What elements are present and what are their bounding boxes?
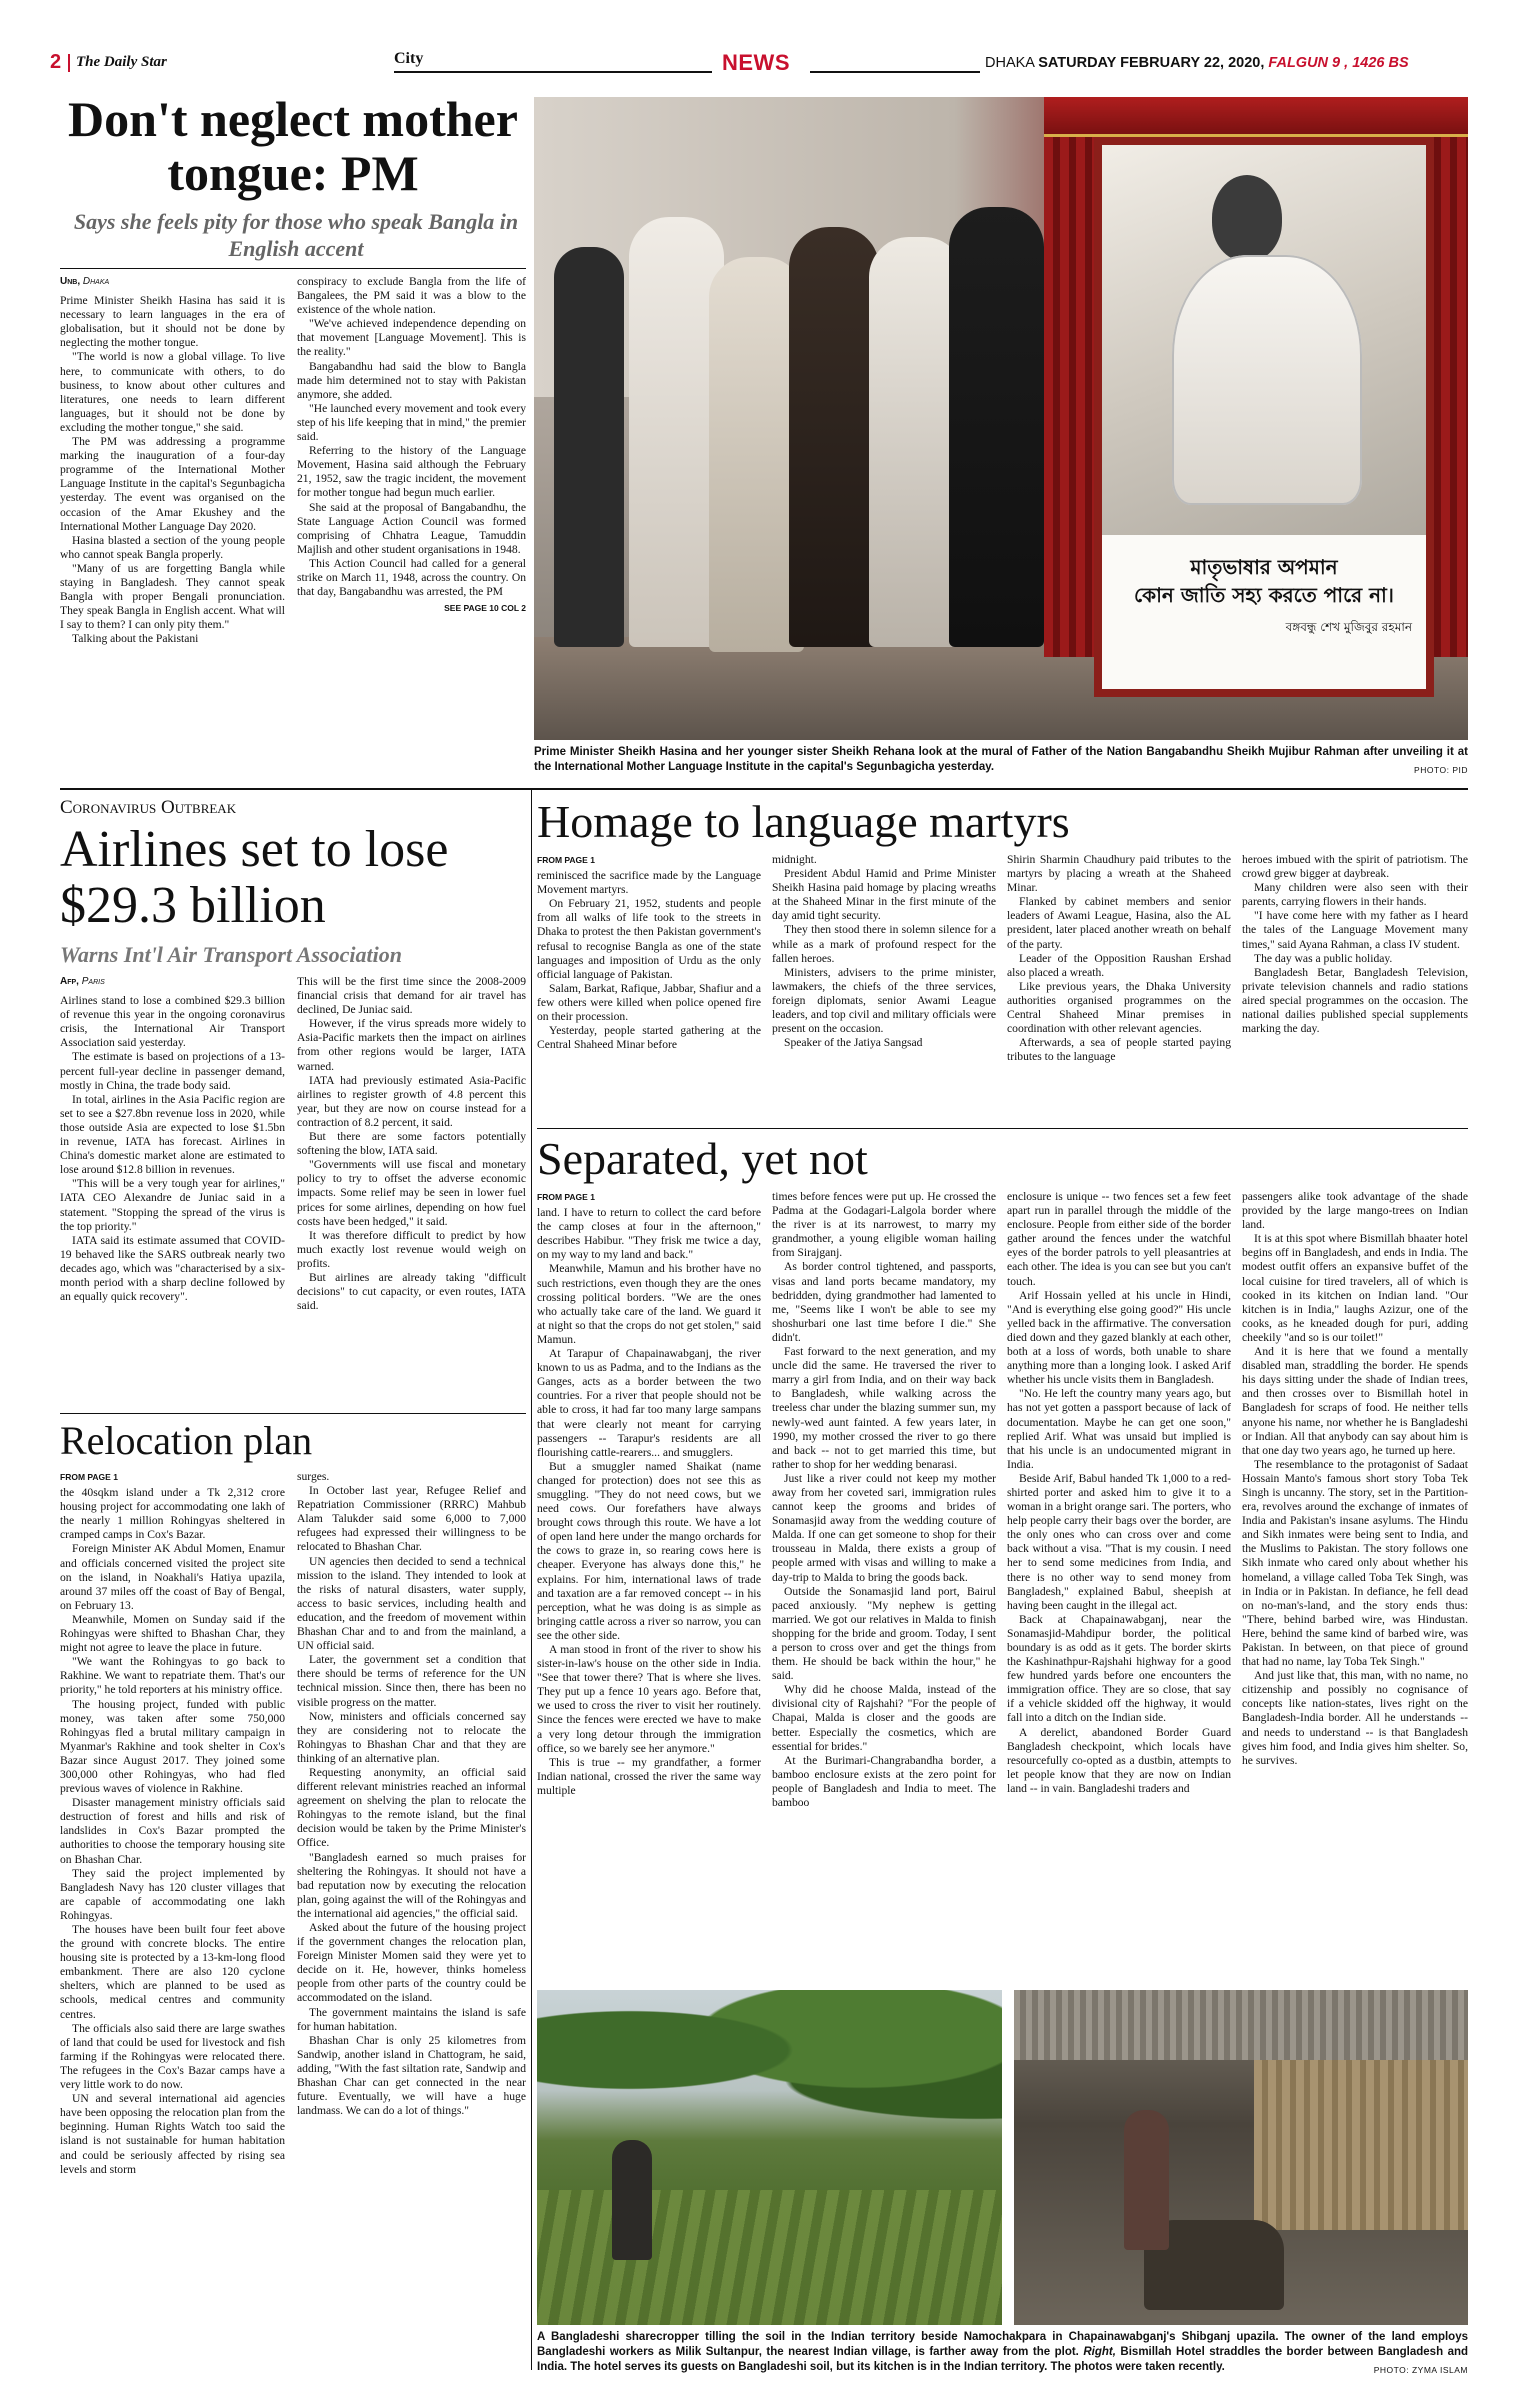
paragraph: In total, airlines in the Asia Pacific region are set to see a $27.8bn revenue loss in 2020, while those outside Asia are expected to lose $1.5bn in revenue, IATA has forecast. Airlines in China's domestic market alone are estimated to lose around $12.8 billion in revenues. — [60, 1092, 285, 1177]
paragraph: "This will be a very tough year for airlines," IATA CEO Alexandre de Juniac said in a statement. "Stopping the spread of the virus is the top priority." — [60, 1177, 285, 1233]
paragraph: UN and several international aid agencies have been opposing the relocation plan from the beginning. Human Rights Watch too said the island is not sustainable for human habitation and could be seriously affected by rising sea levels and storm — [60, 2092, 285, 2176]
paragraph: The officials also said there are large swathes of land that could be used for livestock and fish farming if the Rohingyas were relocated there. The refugees in the Cox's Bazar camps have a very little work to do now. — [60, 2021, 285, 2092]
airlines-column-1 — [60, 975, 285, 1415]
paragraph: Bangabandhu had said the blow to Bangla made him determined not to stay with Pakistan anymore, she added. — [297, 359, 526, 401]
section-divider — [60, 788, 1468, 790]
paragraph: Just like a river could not keep my mother away from her coveted sari, immigration rules cannot keep the grooms and brides of Sonamasjid away from the wedding couture of Malda. If one can get someone to shop for their trousseau in Malda, there exists a group of people armed with visas and willing to make a day-trip to Malda to bring the goods back. — [772, 1471, 996, 1584]
paragraph: Prime Minister Sheikh Hasina has said it is necessary to learn languages in the era of globalisation, but it should not be done by neglecting the mother tongue. — [60, 294, 285, 350]
section-name: City — [394, 50, 424, 67]
dateline-bangla-date: FALGUN 9 , 1426 BS — [1268, 55, 1409, 71]
airlines-byline-org: Afp, — [60, 976, 79, 987]
paragraph: "We've achieved independence depending on that movement [Language Movement]. This is the reality." — [297, 317, 526, 359]
paragraph: They then stood there in solemn silence for a while as a mark of profound respect for the fallen heroes. — [772, 923, 996, 965]
homage-column-3 — [1007, 853, 1231, 1143]
paragraph: IATA had previously estimated Asia-Pacific airlines to register growth of 4.8 percent this year, but they are now on course instead for a contraction of 8.2 percent, it said. — [297, 1073, 526, 1129]
paragraph: Shirin Sharmin Chaudhury paid tributes to the martyrs by placing a wreath at the Shaheed Minar. — [1007, 853, 1231, 895]
paragraph: Hasina blasted a section of the young people who cannot speak Bangla properly. — [60, 533, 285, 561]
separated-column-4 — [1242, 1190, 1468, 1970]
paragraph: However, if the virus spreads more widely to Asia-Pacific markets then the impact on airlines from other regions would be larger, IATA warned. — [297, 1017, 526, 1073]
paragraph: Bangladesh Betar, Bangladesh Television, private television channels and radio stations aired special programmes on the occasion. The national dailies published special supplements marking the day. — [1242, 965, 1468, 1036]
homage-column-4 — [1242, 853, 1468, 1143]
paragraph: Many children were also seen with their parents, carrying flowers in their hands. — [1242, 881, 1468, 909]
paragraph: passengers alike took advantage of the shade provided by the large mango-trees on Indian land. — [1242, 1190, 1468, 1232]
separated-column-2 — [772, 1190, 996, 1970]
person-figure — [949, 207, 1044, 647]
paragraph: Speaker of the Jatiya Sangsad — [784, 1036, 923, 1050]
mural-quote-line-1: মাতৃভাষার অপমান — [1190, 555, 1338, 579]
paragraph: The housing project, funded with public money, was taken after some 750,000 Rohingyas fled a brutal military campaign in Myanmar's Rakhine and took shelter in Cox's Bazar since August 2017. They joined some 300,000 other Rohingyas, who had fled previous waves of violence in Rakhine. — [60, 1697, 285, 1796]
paragraph: "He launched every movement and took every step of his life keeping that in mind," the premier said. — [297, 401, 526, 444]
paragraph: IATA said its estimate assumed that COVID-19 behaved like the SARS outbreak nearly two decades ago, which was "characterised by a six-month period with a sharp decline followed by an equally quick recovery". — [60, 1233, 285, 1304]
relocation-headline: Relocation plan — [60, 1418, 313, 1463]
separated-photo-caption-a: A Bangladeshi sharecropper tilling the soil in the Indian territory beside Namochakpara in Chapainawabganj's Shibganj upazila. The owner of the land employs Bangladeshi workers as Milik Sultanpur, the nearest Indian village, is farther away from the plot. — [537, 2331, 1468, 2358]
paragraph: The houses have been built four feet above the ground with concrete blocks. The entire housing site is protected by a 13-km-long flood embankment. There are also 120 cyclone shelters, which are planned to be used as schools, medical centres and community centres. — [60, 1923, 285, 2021]
paragraph: "No. He left the country many years ago, but has not yet gotten a passport because of lack of documentation. Maybe he can get one soon," replied Arif. What was unsaid but implied is that his uncle is an undocumented migrant in India. — [1007, 1387, 1231, 1471]
paragraph: The estimate is based on projections of a 13-percent full-year decline in passenger demand, mostly in China, the trade body said. — [60, 1050, 285, 1092]
paragraph: land. I have to return to collect the card before the camp closes at four in the afternoon," describes Habibur. "They frisk me twice a day, on my way to my land and back." — [537, 1206, 761, 1262]
paragraph: Ministers, advisers to the prime minister, lawmakers, the chiefs of the three services, foreign diplomats, senior Awami League leaders, and top civil and military officials were present on the occasion. — [772, 965, 996, 1036]
person-figure — [789, 227, 879, 647]
lead-subhead: Says she feels pity for those who speak Bangla in English accent — [73, 209, 519, 261]
paragraph: At the Burimari-Changrabandha border, a bamboo enclosure exists at the zero point for people of Bangladesh and India to meet. The bamboo — [772, 1753, 996, 1810]
separated-column-3 — [1007, 1190, 1231, 1970]
paragraph: enclosure is unique -- two fences set a few feet apart run in parallel through the middle of the enclosure. People from either side of the border gather around the fences under the watchful eyes of the border patrols to yell pleasantries at each other. The idea is you can see but you can't touch. — [1007, 1190, 1231, 1288]
masthead-rule-left — [394, 71, 712, 73]
mural-portrait-head — [1212, 175, 1282, 261]
paragraph: "Bangladesh earned so much praises for sheltering the Rohingyas. It should not have a bad reputation now by executing the relocation plan, going against the will of the Rohingyas and the international aid agencies," the official said. — [297, 1850, 526, 1920]
paragraph: As border control tightened, and passports, visas and land ports became mandatory, my bedridden, dying grandmother had lamented to me, "Seems like I won't be able to see my shoshurbari one last time before I die." She didn't. — [772, 1260, 996, 1344]
lead-subhead-rule — [60, 268, 526, 269]
paragraph: Like previous years, the Dhaka University authorities organised programmes on the Central Shaheed Minar premises in coordination with other relevant agencies. — [1007, 979, 1231, 1036]
paragraph: conspiracy to exclude Bangla from the life of Bangalees, the PM said it was a blow to the existence of the whole nation. — [297, 275, 526, 317]
airlines-byline-place: Paris — [81, 976, 105, 987]
paragraph: "I have come here with my father as I heard the tales of the Language Movement many times," said Ayana Rahman, a class IV student. — [1242, 909, 1468, 951]
paragraph: "We want the Rohingyas to go back to Rakhine. We want to repatriate them. That's our priority," he told reporters at his ministry office. — [60, 1655, 285, 1697]
paragraph: This Action Council had called for a general strike on March 11, 1948, across the country. On that day, Bangabandhu was arrested, the PM — [297, 556, 526, 599]
paragraph: And just like that, this man, with no name, no citizenship and possibly no cognisance of concepts like nation-states, lives right on the Bangladesh-India border. All he understands -- and needs to understand -- is that Bangladesh gives him food, and India gives him shelter. So, he survives. — [1242, 1669, 1468, 1767]
see-page-reference: SEE PAGE 10 COL 2 — [444, 603, 526, 614]
lead-byline-place: Dhaka — [82, 276, 110, 287]
mural-frame — [1094, 137, 1434, 697]
lead-headline: Don't neglect mother tongue: PM — [68, 91, 518, 201]
paragraph: At Tarapur of Chapainawabganj, the river known to us as Padma, and to the Indians as the Ganges, acts as a border between the two countries. For a river that people should not be able to cross, it had far too many large sampans that were clearly not meant for carrying passengers -- Tarapur's residents are all flourishing cattle-rearers... and smugglers. — [537, 1347, 761, 1459]
person-figure — [554, 247, 624, 647]
lead-byline — [60, 275, 285, 289]
paragraph: Outside the Sonamasjid land port, Bairul paced anxiously. "My nephew is getting married. We got our relatives in Malda to finish shopping for the bride and groom. Today, I sent a person to cross over and get the things from them. He should be back within the hour," he said. — [772, 1584, 996, 1683]
paragraph: Now, ministers and officials concerned say they are considering not to relocate the Rohingyas to Bhashan Char and that they are thinking of an alternative plan. — [297, 1709, 526, 1765]
paragraph: Asked about the future of the housing project if the government changes the relocation plan, Foreign Minister Momen said they were yet to decide on it. He, however, thinks homeless people from other parts of the country could be accommodated on the island. — [297, 1921, 526, 2005]
dateline — [985, 55, 1409, 71]
mural-quote-panel — [1102, 535, 1426, 689]
paragraph: But a smuggler named Shaikat (name changed for protection) does not see this as smuggling. "They do not need cows, but we need cows. Our forefathers have always brought cows through this route. We have a lot of open land here under the mango orchards for the cows to graze in, so rearing cows here is cheaper. Everyone has always done this," he explains. For him, international laws of trade and taxation are a far removed concept -- in his perception, what he was doing is as simple as bringing cattle across a river so narrow, you can see the other side. — [537, 1459, 761, 1642]
lead-column-1 — [60, 275, 285, 775]
lead-byline-org: Unb, — [60, 276, 81, 287]
homage-column-2 — [772, 853, 996, 1143]
from-page-label: FROM PAGE 1 — [537, 855, 595, 865]
from-page-label: FROM PAGE 1 — [60, 1472, 118, 1482]
homage-column-1 — [537, 853, 761, 1143]
paragraph: Referring to the history of the Language Movement, Hasina said although the February 21, 1952, saw the tragic incident, the movement for mother tongue had begun much earlier. — [297, 444, 526, 500]
sharecropper-photo — [537, 1990, 1002, 2325]
lead-photo-caption-text: Prime Minister Sheikh Hasina and her younger sister Sheikh Rehana look at the mural of Father of the Nation Bangabandhu Sheikh Mujibur Rahman after unveiling it at the International Mother Language Institute in the capital's Segunbagicha yesterday. — [534, 746, 1468, 773]
bismillah-hotel-photo — [1014, 1990, 1468, 2325]
paragraph: the 40sqkm island under a Tk 2,312 crore housing project for accommodating one lakh of the nearly 1 million Rohingyas sheltered in cramped camps in Cox's Bazar. — [60, 1486, 285, 1542]
paper-name: The Daily Star — [76, 54, 167, 70]
separated-photo-caption — [537, 2330, 1469, 2375]
section-divider — [537, 1128, 1468, 1129]
lead-photo-caption — [534, 745, 1468, 783]
paragraph: "Governments will use fiscal and monetary policy to try to offset the adverse economic impacts. Some relief may be seen in lower fuel prices for some airlines, depending on how fuel costs have been hedged," it said. — [297, 1158, 526, 1228]
paragraph: "The world is now a global village. To live here, to communicate with others, to do business, to know about other cultures and literatures, one needs to learn different languages, but it should not be done by excluding the mother tongue," she said. — [60, 350, 285, 434]
paragraph: It is at this spot where Bismillah bhaater hotel begins off in Bangladesh, and ends in India. The modest outfit offers an expansive buffet of the local cuisine for tired travelers, all of which is cooked in its kitchen on Indian land. "Our kitchen is in India," laughs Azizur, one of the cooks, as he kneaded dough for puri, adding cheekily "and so is our toilet!" — [1242, 1232, 1468, 1344]
separated-headline: Separated, yet not — [537, 1133, 868, 1184]
homage-headline: Homage to language martyrs — [537, 796, 1070, 847]
curtain-valance — [1044, 97, 1468, 137]
paragraph: This will be the first time since the 2008-2009 financial crisis that demand for air travel has declined, De Juniac said. — [297, 975, 526, 1017]
paragraph: The government maintains the island is safe for human habitation. — [297, 2005, 526, 2033]
paragraph: Back at Chapainawabganj, near the Sonamasjid-Mahdipur border, the political boundary is as odd as it gets. The border skirts the Kashinathpur-Rajshahi highway for a good few hundred yards before one encounters the immigration office. They are so close, that say if a vehicle skidded off the highway, it would fall into a ditch on the Indian side. — [1007, 1612, 1231, 1725]
masthead — [0, 0, 1527, 80]
dateline-date: SATURDAY FEBRUARY 22, 2020, — [1038, 55, 1265, 71]
bamboo-wall — [1254, 2060, 1468, 2230]
paragraph: Meanwhile, Momen on Sunday said if the Rohingyas were shifted to Bhashan Char, they might not agree to leave the place in future. — [60, 1612, 285, 1655]
paragraph: The PM was addressing a programme marking the inauguration of a four-day programme of the International Mother Language Institute in the capital's Segunbagicha yesterday. The event was organised on the occasion of the Amar Ekushey and the International Mother Language Day 2020. — [60, 435, 285, 533]
airlines-headline: Airlines set to lose $29.3 billion — [60, 821, 449, 934]
airlines-kicker: Coronavirus Outbreak — [60, 797, 237, 818]
paragraph: Fast forward to the next generation, and my uncle did the same. He traversed the river to marry a girl from India, and on their way back to Bangladesh, while walking across the treeless char under the blazing summer sun, my newly-wed aunt fainted. A few years later, in 1990, my mother crossed the river to go there and back -- not to get married this time, but rather to shop for her wedding benarasi. — [772, 1345, 996, 1471]
lead-column-2 — [297, 275, 526, 775]
tree-canopy — [537, 1990, 1002, 2140]
paragraph: reminisced the sacrifice made by the Language Movement martyrs. — [537, 869, 761, 897]
paragraph: Talking about the Pakistani — [72, 632, 199, 646]
paragraph: Why did he choose Malda, instead of the divisional city of Rajshahi? "For the people of Chapai, Malda is closer and the goods are better. Especially the cosmetics, which are essential for brides." — [772, 1683, 996, 1753]
paragraph: The resemblance to the protagonist of Sadaat Hossain Manto's famous short story Toba Tek Singh is uncanny. The story, set in the Partition-era, revolves around the exchange of inmates of India and Pakistan's insane asylums. The Hindu and Sikh inmates were being sent to India, and the Muslims to Pakistan. The story follows one Sikh inmate who cared only about whether his homeland, a village called Toba Tek Singh, was in India or in Pakistan. In defiance, he fell dead on no-man's-land, and the story ends thus: "There, behind barbed wire, was Hindustan. Here, behind the same kind of barbed wire, was Pakistan. In between, on that piece of ground that had no name, lay Toba Tek Singh." — [1242, 1457, 1468, 1669]
column-divider — [531, 790, 532, 2370]
paragraph: She said at the proposal of Bangabandhu, the State Language Action Council was formed comprising of Chhatra League, Tamuddin Majlish and other student organisations in 1948. — [297, 500, 526, 556]
paragraph: Yesterday, people started gathering at the Central Shaheed Minar before — [537, 1024, 761, 1052]
airlines-subhead: Warns Int'l Air Transport Association — [60, 942, 402, 967]
paragraph: It was therefore difficult to predict by how much exactly lost revenue would weigh on profits. — [297, 1228, 526, 1270]
section-divider — [60, 1413, 526, 1414]
separated-photo-caption-b: Bismillah Hotel straddles the border between Bangladesh and India. The hotel serves its guests on Bangladeshi soil, but its kitchen is in the Indian territory. The photos were taken recently. — [537, 2346, 1469, 2373]
cook-figure — [1124, 2110, 1169, 2250]
paragraph: Flanked by cabinet members and senior leaders of Awami League, Hasina, also the AL president, later placed another wreath on behalf of the party. — [1007, 895, 1231, 951]
paragraph: And it is here that we found a mentally disabled man, straddling the border. He spends his days sitting under the shade of Indian trees, and then crosses over to Bismillah hotel in Bangladesh for scraps of food. He neither tells anyone his name, nor whether he is Bangladeshi or Indian. All that anybody can say about him is that one day two years ago, he turned up here. — [1242, 1345, 1468, 1457]
field-rows — [537, 2190, 1002, 2325]
from-page-label: FROM PAGE 1 — [537, 1192, 595, 1202]
paragraph: In October last year, Refugee Relief and Repatriation Commissioner (RRRC) Mahbub Alam Talukder said some 6,000 to 7,000 refugees had expressed their willingness to be relocated to Bhashan Char. — [297, 1484, 526, 1554]
mural-signature: বঙ্গবন্ধু শেখ মুজিবুর রহমান — [1285, 620, 1412, 634]
tin-roof — [1014, 1990, 1468, 2060]
airlines-column-2 — [297, 975, 526, 1415]
paragraph: They said the project implemented by Bangladesh Navy has 120 cluster villages that are capable of accommodating one lakh Rohingyas. — [60, 1866, 285, 1922]
paragraph: But there are some factors potentially softening the blow, IATA said. — [297, 1130, 526, 1158]
paragraph: A derelict, abandoned Border Guard Bangladesh checkpoint, which locals have resourcefully co-opted as a dustbin, attempts to let people know that they are now on Indian land -- in vain. Bangladeshi traders and — [1007, 1725, 1231, 1795]
paragraph: The day was a public holiday. — [1254, 951, 1393, 965]
paragraph: Airlines stand to lose a combined $29.3 billion of revenue this year in the ongoing coronavirus crisis, the International Air Transport Association said yesterday. — [60, 994, 285, 1050]
relocation-column-2 — [297, 1470, 526, 2370]
paragraph: President Abdul Hamid and Prime Minister Sheikh Hasina paid homage by placing wreaths at the Shaheed Minar in the first minute of the day amid tight security. — [772, 867, 996, 923]
paragraph: Bhashan Char is only 25 kilometres from Sandwip, another island in Chattogram, he said, adding, "With the fast siltation rate, Sandwip and Bhashan Char can get connected in the near future. Eventually, we will have a huge landmass. We can do a lot of things." — [297, 2033, 526, 2118]
paragraph: surges. — [297, 1470, 330, 1483]
relocation-column-1 — [60, 1470, 285, 2370]
paragraph: Meanwhile, Mamun and his brother have no such restrictions, even though they are the ones crossing political borders. "We are the ones who actually take care of the land. We guard it at night so that the crops do not get stolen," said Mamun. — [537, 1262, 761, 1346]
dateline-city: DHAKA — [985, 55, 1035, 71]
paragraph: Disaster management ministry officials said destruction of forest and hills and risk of landslides in Cox's Bazar prompted the authorities to choose the temporary housing site on Bhashan Char. — [60, 1796, 285, 1866]
paragraph: A man stood in front of the river to show his sister-in-law's house on the other side in India. "See that tower there? That is where she lives. They put up a fence 10 years ago. Before that, we used to cross the river to visit her routinely. Since the fences were erected we have to make a very long detour through the immigration office, so we barely see her anymore." — [537, 1643, 761, 1755]
lead-photo — [534, 97, 1468, 740]
paragraph: "Many of us are forgetting Bangla while staying in Bangladesh. They cannot speak Bangla with proper Bengali pronunciation. They speak Bangla in English accent. What will I say to them? I can only pity them." — [60, 561, 285, 632]
section-label: NEWS — [722, 50, 790, 75]
mural-quote-line-2: কোন জাতি সহ্য করতে পারে না। — [1134, 583, 1394, 607]
paragraph: heroes imbued with the spirit of patriotism. The crowd grew bigger at daybreak. — [1242, 853, 1468, 881]
paragraph: Foreign Minister AK Abdul Momen, Enamur and officials concerned visited the project site on the island, in Noakhali's Hatiya upazila, around 37 miles off the coast of Bay of Bengal, on February 13. — [60, 1542, 285, 1612]
separated-photo-credit: PHOTO: ZYMA ISLAM — [1373, 2365, 1468, 2375]
paragraph: midnight. — [772, 853, 817, 866]
mural-portrait-body — [1172, 255, 1362, 505]
paragraph: Arif Hossain yelled at his uncle in Hindi, "And is everything else going good?" His uncle yelled back in the affirmative. The conversation died down and they gazed blankly at each other, both at a loss of words, both unable to share anything more than a longing look. I asked Arif whether his uncle visits them in Bangladesh. — [1007, 1288, 1231, 1387]
paragraph: But airlines are already taking "difficult decisions" to cut capacity, or even routes, IATA said. — [297, 1270, 526, 1313]
separated-column-1 — [537, 1190, 761, 1970]
separated-photo-caption-right: Right, — [1083, 2346, 1116, 2358]
paragraph: This is true -- my grandfather, a former Indian national, crossed the river the same way multiple — [537, 1755, 761, 1797]
paragraph: Afterwards, a sea of people started paying tributes to the language — [1007, 1036, 1231, 1064]
paragraph: Salam, Barkat, Rafique, Jabbar, Shafiur and a few others were killed when police opened fire on their procession. — [537, 981, 761, 1024]
page-number: 2 — [50, 51, 62, 73]
paragraph: times before fences were put up. He crossed the Padma at the Godagari-Lalgola border where the river is at its narrowest, to marry my grandmother, a young eligible woman hailing from Sirajganj. — [772, 1190, 996, 1260]
airlines-byline — [60, 975, 285, 989]
lead-photo-credit: PHOTO: PID — [1414, 765, 1468, 775]
farmer-figure — [612, 2140, 652, 2260]
paragraph: Later, the government set a condition that there should be terms of reference for the UN technical mission. Since then, there has been no visible progress on the matter. — [297, 1653, 526, 1709]
paragraph: Leader of the Opposition Raushan Ershad also placed a wreath. — [1007, 951, 1231, 979]
paragraph: Requesting anonymity, an official said different relevant ministries reached an informal agreement on shelving the plan to relocate the Rohingyas to the remote island, but the final decision would be taken by the Prime Minister's Office. — [297, 1765, 526, 1850]
page-number-divider — [68, 54, 70, 72]
paragraph: On February 21, 1952, students and people from all walks of life took to the streets in Dhaka to protest the then Pakistan government's refusal to recognise Bangla as one of the state languages and imposition of Urdu as the only official language of Pakistan. — [537, 897, 761, 981]
paragraph: Beside Arif, Babul handed Tk 1,000 to a red-shirted porter and asked him to give it to a woman in a bright orange sari. The porters, who help people carry their bags over the border, are the only ones who can cross over and come back without a visa. "That is my cousin. I need her to send some medicines from India, and there is no other way to send money from Bangladesh," explained Babul, sheepish at having been caught in the illegal act. — [1007, 1471, 1231, 1612]
paragraph: UN agencies then decided to send a technical mission to the island. They intended to look at the risks of natural disasters, water supply, access to basic services, including health and education, and the freedom of movement within Bhashan Char and to and from the mainland, a UN official said. — [297, 1554, 526, 1653]
masthead-rule-right — [810, 71, 980, 73]
